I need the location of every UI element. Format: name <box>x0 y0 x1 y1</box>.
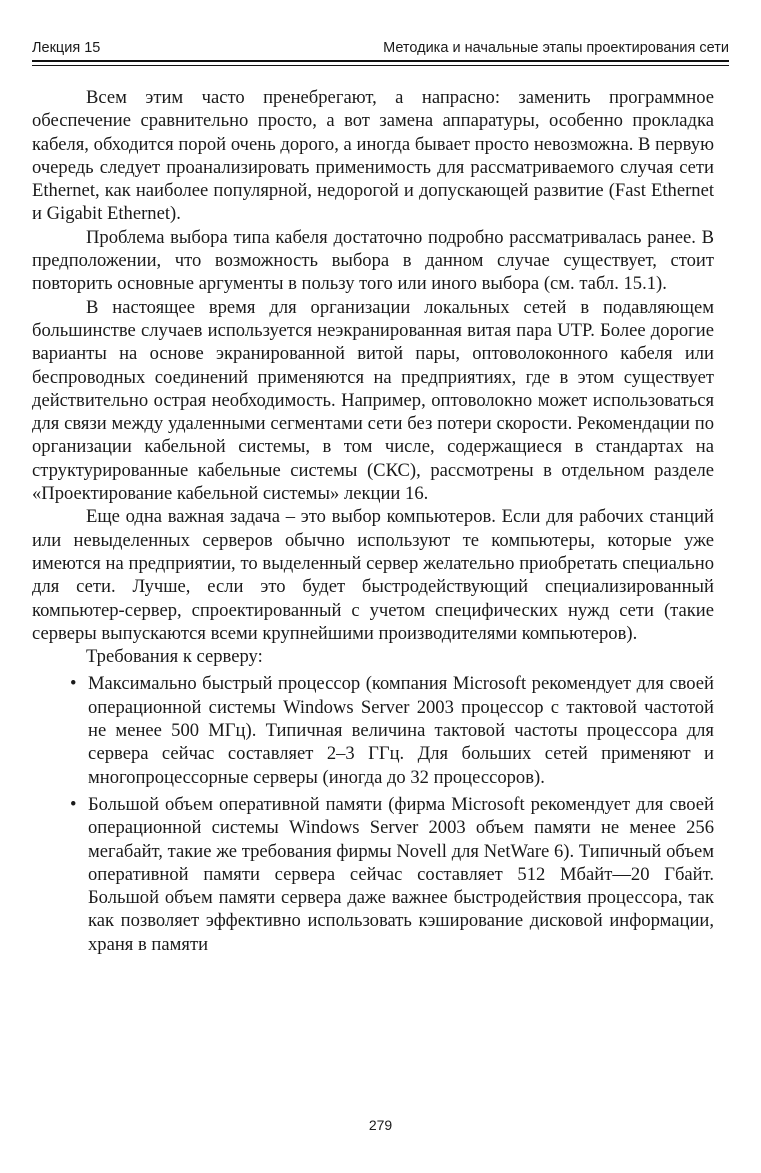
body-text <box>32 86 714 956</box>
page-number: 279 <box>368 1117 393 1133</box>
running-header <box>32 36 729 62</box>
list-item <box>32 672 714 788</box>
paragraph: Всем этим часто пренебрегают, а напрасно: заменить программное обеспечение сравнительно просто, а вот замена аппаратуры, особенно прокладка кабеля, обходится порой очень дорого, а иногда бывает просто невозможна. В первую очередь следует проанализировать применимость для рассматриваемого случая сети Ethernet, как наиболее популярной, недорогой и допускающей развитие (Fast Ethernet и Gigabit Ethernet). <box>32 87 714 225</box>
bullet-icon: • <box>70 793 77 815</box>
list-item-text: Большой объем оперативной памяти (фирма Microsoft рекомендует для своей операционной системы Windows Server 2003 объем памяти не менее 256 мегабайт, такие же требования фирмы Novell для NetWare 6). Типичный объем оперативной памяти сервера сейчас составляет 512 Мбайт—20 Гбайт. Большой объем памяти сервера даже важнее быстродействия процессора, так как позволяет эффективно использовать кэширование дисковой информации, храня в памяти <box>88 793 714 955</box>
lecture-label: Лекция 15 <box>32 40 101 56</box>
paragraph: В настоящее время для организации локальных сетей в подавляющем большинстве случаев используется неэкранированная витая пара UTP. Более дорогие варианты на основе экранированной витой пары, оптоволоконного кабеля или беспроводных соединений применяются на предприятиях, где в этом существует действительно острая необходимость. Например, оптоволокно может использоваться для связи между удаленными сегментами сети без потери скорости. Рекомендации по организации кабельной системы, в том числе, содержащиеся в стандартах на структурированные кабельные системы (СКС), рассмотрены в отдельном разделе «Проектирование кабельной системы» лекции 16. <box>32 296 714 505</box>
header-rule-thin <box>32 65 729 66</box>
requirements-list <box>32 672 714 956</box>
bullet-icon: • <box>70 673 77 695</box>
header-rule-thick <box>32 60 729 62</box>
chapter-title: Методика и начальные этапы проектирования сети <box>383 40 729 56</box>
requirements-heading: Требования к серверу: <box>86 646 263 668</box>
paragraph: Проблема выбора типа кабеля достаточно подробно рассматривалась ранее. В предположении, что возможность выбора в данном случае существует, стоит повторить основные аргументы в пользу того или иного выбора (см. табл. 15.1). <box>32 226 714 295</box>
list-item <box>32 793 714 956</box>
list-item-text: Максимально быстрый процессор (компания Microsoft рекомендует для своей операционной системы Windows Server 2003 процессор с тактовой частотой не менее 500 МГц). Типичная величина тактовой частоты процессора для сервера сейчас составляет 2–3 ГГц. Для больших сетей применяют и многопроцессорные серверы (иногда до 32 процессоров). <box>88 673 714 788</box>
paragraph: Еще одна важная задача – это выбор компьютеров. Если для рабочих станций или невыделенных серверов обычно используют те компьютеры, которые уже имеются на предприятии, то выделенный сервер желательно приобретать специально для сети. Лучше, если это будет быстродействующий специализированный компьютер-сервер, спроектированный с учетом специфических нужд сети (такие серверы выпускаются всеми крупнейшими производителями компьютеров). <box>32 506 714 644</box>
